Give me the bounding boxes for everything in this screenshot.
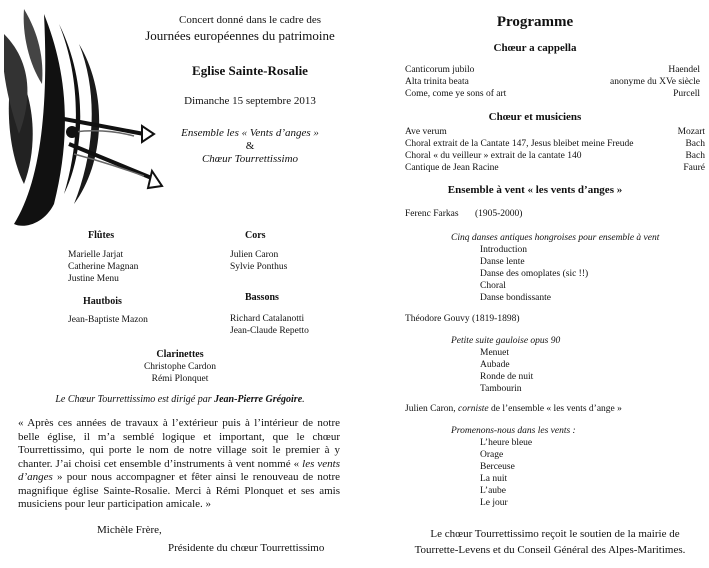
musician-name: Richard Catalanotti bbox=[230, 314, 305, 324]
left-page bbox=[0, 0, 354, 568]
movement: Berceuse bbox=[480, 462, 515, 472]
president-quote bbox=[18, 417, 340, 512]
hautbois-title: Hautbois bbox=[83, 296, 122, 307]
composer-gouvy: Théodore Gouvy (1819-1898) bbox=[405, 314, 520, 324]
movements-gouvy bbox=[480, 347, 533, 395]
movement: Danse lente bbox=[480, 257, 525, 267]
musician-name: Justine Menu bbox=[68, 274, 119, 284]
composer: Purcell bbox=[673, 89, 700, 99]
flutes-title: Flûtes bbox=[88, 230, 115, 241]
movement: Introduction bbox=[480, 245, 527, 255]
movement: La nuit bbox=[480, 474, 508, 484]
movement: Menuet bbox=[480, 348, 510, 358]
cors-list bbox=[230, 249, 287, 273]
support-line2: Tourrette-Levens et du Conseil Général des Alpes-Maritimes. bbox=[414, 544, 686, 556]
composer-name: Ferenc Farkas bbox=[405, 209, 459, 219]
musician-name: Sylvie Ponthus bbox=[230, 262, 288, 272]
direction-line bbox=[20, 394, 340, 406]
bassons-title: Bassons bbox=[245, 292, 279, 303]
right-page bbox=[355, 0, 709, 568]
work-caron: Promenons-nous dans les vents : bbox=[451, 426, 576, 436]
direction-end: . bbox=[302, 394, 305, 405]
ampersand: & bbox=[245, 140, 255, 152]
musician-name: Jean-Baptiste Mazon bbox=[68, 315, 148, 325]
acappella-title: Chœur a cappella bbox=[493, 42, 577, 54]
cors-title: Cors bbox=[245, 230, 266, 241]
hautbois-list bbox=[68, 314, 148, 326]
concert-date: Dimanche 15 septembre 2013 bbox=[184, 95, 316, 107]
quote-part2: » pour nous accompagner et fêter ainsi le renouveau de notre magnifique église Sainte-Rosalie. Merci à Rémi Plonquet et ses amis musiciens pour leur participation amicale. » bbox=[18, 471, 340, 510]
composer-role: corniste bbox=[458, 404, 489, 414]
support-line1: Le chœur Tourrettissimo reçoit le soutien de la mairie de bbox=[430, 528, 680, 540]
header-line1: Concert donné dans le cadre des bbox=[178, 14, 322, 26]
conductor-name: Jean-Pierre Grégoire bbox=[214, 394, 303, 405]
movements-caron bbox=[480, 437, 532, 509]
composer: Bach bbox=[685, 139, 705, 149]
venue-title: Eglise Sainte-Rosalie bbox=[192, 63, 308, 78]
work-title: Come, come ye sons of art bbox=[405, 89, 507, 99]
movement: L’heure bleue bbox=[480, 438, 533, 448]
work-farkas: Cinq danses antiques hongroises pour ensemble à vent bbox=[451, 233, 660, 243]
musician-name: Julien Caron bbox=[230, 250, 279, 260]
clarinettes-list bbox=[110, 361, 250, 385]
work-title: Canticorum jubilo bbox=[405, 65, 475, 75]
flutes-list bbox=[68, 249, 138, 285]
musician-name: Christophe Cardon bbox=[143, 362, 217, 372]
quote-part1: « Après ces années de travaux à l’extérieur puis à l’intérieur de notre belle église, il m’a semblé logique et important, que le chœur Tourrettissimo, qui porte le nom de notre village soit le premier à y chanter. J’ai choisi cet ensemble d’instruments à vent nommé « bbox=[18, 417, 340, 470]
movement: Choral bbox=[480, 281, 506, 291]
movement: Ronde de nuit bbox=[480, 372, 534, 382]
composer-dates: (1905-2000) bbox=[474, 209, 523, 219]
header-line2: Journées européennes du patrimoine bbox=[145, 28, 335, 43]
composer: Mozart bbox=[677, 127, 705, 137]
composer-farkas bbox=[405, 208, 522, 220]
choeur-musiciens-title: Chœur et musiciens bbox=[488, 111, 582, 123]
signature-name: Michèle Frère, bbox=[97, 524, 162, 536]
programme-title: Programme bbox=[496, 14, 574, 30]
bassons-list bbox=[230, 313, 309, 337]
work-title: Alta trinita beata bbox=[405, 77, 469, 87]
work-title: Choral extrait de la Cantate 147, Jesus bleibet meine Freude bbox=[405, 139, 634, 149]
composer: Fauré bbox=[683, 163, 705, 173]
composer: Bach bbox=[685, 151, 705, 161]
clarinettes-title: Clarinettes bbox=[156, 349, 204, 360]
work-title: Choral « du veilleur » extrait de la cantate 140 bbox=[405, 151, 582, 161]
composer-caron bbox=[405, 403, 622, 415]
movement: Tambourin bbox=[480, 384, 522, 394]
direction-text: Le Chœur Tourrettissimo est dirigé par bbox=[55, 394, 215, 405]
work-title: Cantique de Jean Racine bbox=[405, 163, 499, 173]
ensemble-name: Ensemble les « Vents d’anges » bbox=[181, 127, 319, 139]
movement: Danse bondissante bbox=[480, 293, 551, 303]
musician-name: Rémi Plonquet bbox=[151, 374, 209, 384]
movement: Danse des omoplates (sic !!) bbox=[480, 269, 589, 279]
movement: Aubade bbox=[480, 360, 510, 370]
musician-name: Catherine Magnan bbox=[68, 262, 139, 272]
ensemble-vent-title: Ensemble à vent « les vents d’anges » bbox=[447, 184, 623, 196]
work-gouvy: Petite suite gauloise opus 90 bbox=[451, 336, 561, 346]
work-title: Ave verum bbox=[405, 127, 447, 137]
choir-name: Chœur Tourrettissimo bbox=[201, 153, 299, 165]
musician-name: Marielle Jarjat bbox=[68, 250, 124, 260]
composer: anonyme du XVe siècle bbox=[610, 77, 700, 87]
movement: Orage bbox=[480, 450, 504, 460]
composer-rest: de l’ensemble « les vents d’ange » bbox=[488, 404, 622, 414]
signature-role: Présidente du chœur Tourrettissimo bbox=[168, 542, 325, 554]
composer: Haendel bbox=[668, 65, 700, 75]
movements-farkas bbox=[480, 244, 588, 304]
movement: L’aube bbox=[480, 486, 507, 496]
quote-italic: les vents d’anges bbox=[18, 457, 340, 483]
composer-name: Julien Caron, bbox=[405, 404, 459, 414]
movement: Le jour bbox=[480, 498, 508, 508]
musician-name: Jean-Claude Repetto bbox=[230, 326, 309, 336]
